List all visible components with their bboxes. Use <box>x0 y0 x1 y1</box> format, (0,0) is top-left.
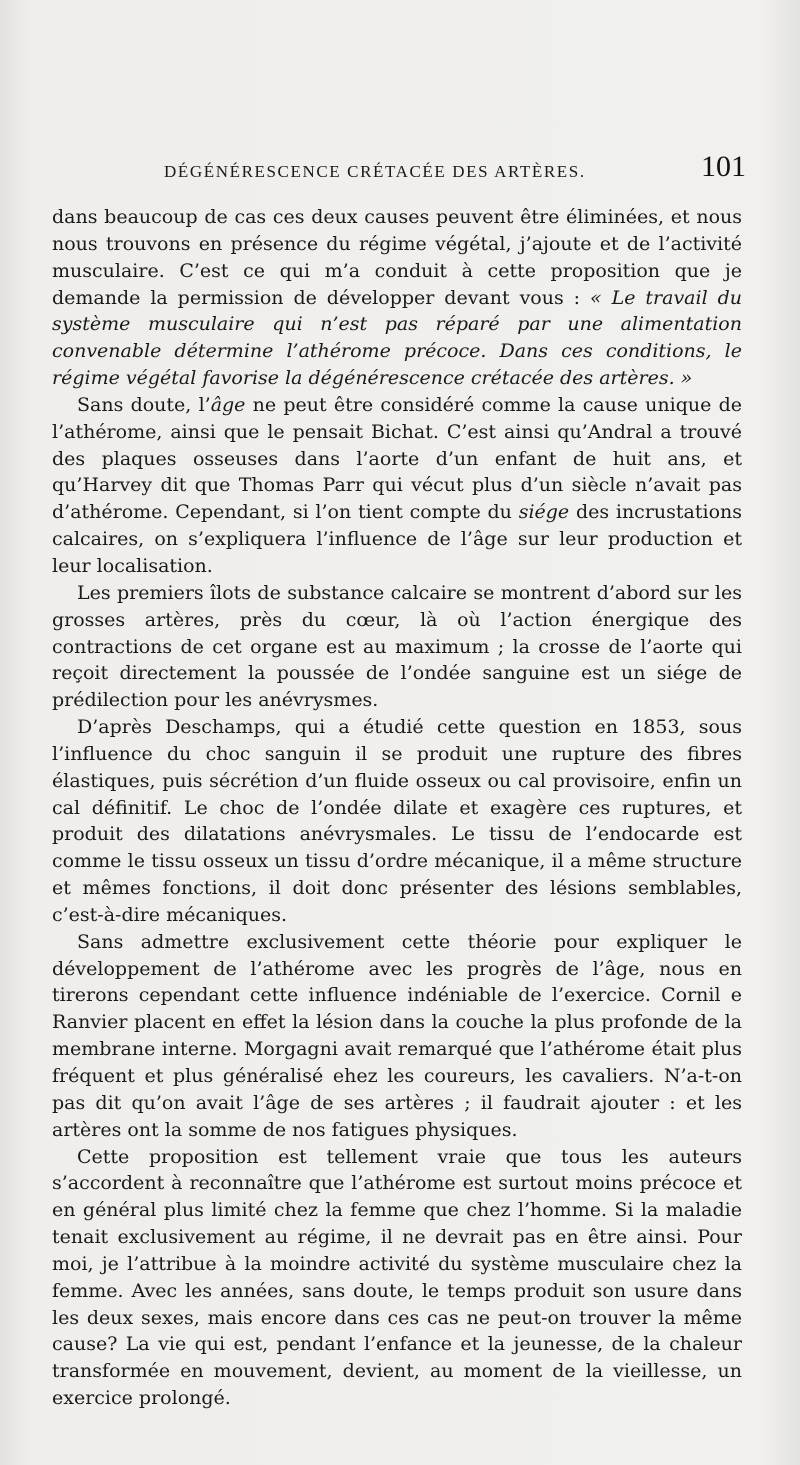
paragraph-2 <box>52 392 742 580</box>
running-title: DÉGÉNÉRESCENCE CRÉTACÉE DES ARTÈRES. <box>164 162 586 181</box>
italic-proposition: « Le travail du système musculaire qui n’est pas réparé par une alimentation convenable détermine l’athérome précoce. Dans ces conditions, le régime végétal favorise la dégénérescence crétacée des artères. » <box>52 286 742 390</box>
italic-siege: siége <box>518 501 570 524</box>
book-page <box>52 150 746 1412</box>
paragraph-3: Les premiers îlots de substance calcaire se montrent d’abord sur les grosses artères, près du cœur, là où l’action énergique des contractions de cet organe est au maximum ; la crosse de l’aorte qui reçoit directement la poussée de l’ondée sanguine est un siége de prédilection pour les anévrysmes. <box>52 581 742 712</box>
paragraph-4: D’après Deschamps, qui a étudié cette question en 1853, sous l’influence du choc sanguin il se produit une rupture des fibres élastiques, puis sécrétion d’un fluide osseux ou cal provisoire, enfin un cal définitif. Le choc de l’ondée dilate et exagère ces ruptures, et produit des dilatations anévrysmales. Le tissu de l’endocarde est comme le tissu osseux un tissu d’ordre mécanique, il a même structure et mêmes fonctions, il doit donc présenter des lésions semblables, c’est-à-dire mécaniques. <box>52 716 742 926</box>
paragraph-6: Cette proposition est tellement vraie que tous les auteurs s’accordent à reconnaître que l’athérome est surtout moins précoce et en général plus limité chez la femme que chez l’homme. Si la maladie tenait exclusivement au régime, il ne devrait pas en être ainsi. Pour moi, je l’attribue à la moindre activité du système musculaire chez la femme. Avec les années, sans doute, le temps produit son usure dans les deux sexes, mais encore dans ces cas ne peut-on trouver la même cause? La vie qui est, pendant l’enfance et la jeunesse, de la chaleur transformée en mouvement, devient, au moment de la vieillesse, un exercice prolongé. <box>52 1145 742 1410</box>
paragraph-2-text-a: Sans doute, l’ <box>77 393 211 416</box>
paragraph-2-text-c: des incrustations calcaires, on s’expliquera l’influence de l’âge sur leur production et leur localisation. <box>52 501 742 577</box>
page-number: 101 <box>701 150 746 183</box>
paragraph-2-text-b: ne peut être considéré comme la cause unique de l’athérome, ainsi que le pensait Bichat. C’est ainsi qu’Andral a trouvé des plaques osseuses dans l’aorte d’un enfant de huit ans, et qu’Harvey dit que Thomas Parr qui vécut plus d’un siècle n’avait pas d’athérome. Cependant, si l’on tient compte du <box>52 393 742 524</box>
page-header <box>52 150 746 190</box>
paragraph-1-text: dans beaucoup de cas ces deux causes peuvent être éliminées, et nous nous trouvons en présence du régime végétal, j’ajoute et de l’activité musculaire. C’est ce qui m’a conduit à cette proposition que je demande la permission de développer devant vous : <box>52 206 742 309</box>
italic-age: âge <box>210 393 246 416</box>
paragraph-1 <box>52 204 742 392</box>
paragraph-5: Sans admettre exclusivement cette théorie pour expliquer le développement de l’athérome avec les progrès de l’âge, nous en tirerons cependant cette influence indéniable de l’exercice. Cornil e Ranvier placent en effet la lésion dans la couche la plus profonde de la membrane interne. Morgagni avait remarqué que l’athérome était plus fréquent et plus généralisé ehez les coureurs, les cavaliers. N’a-t-on pas dit qu’on avait l’âge de ses artères ; il faudrait ajouter : et les artères ont la somme de nos fatigues physiques. <box>52 930 742 1141</box>
